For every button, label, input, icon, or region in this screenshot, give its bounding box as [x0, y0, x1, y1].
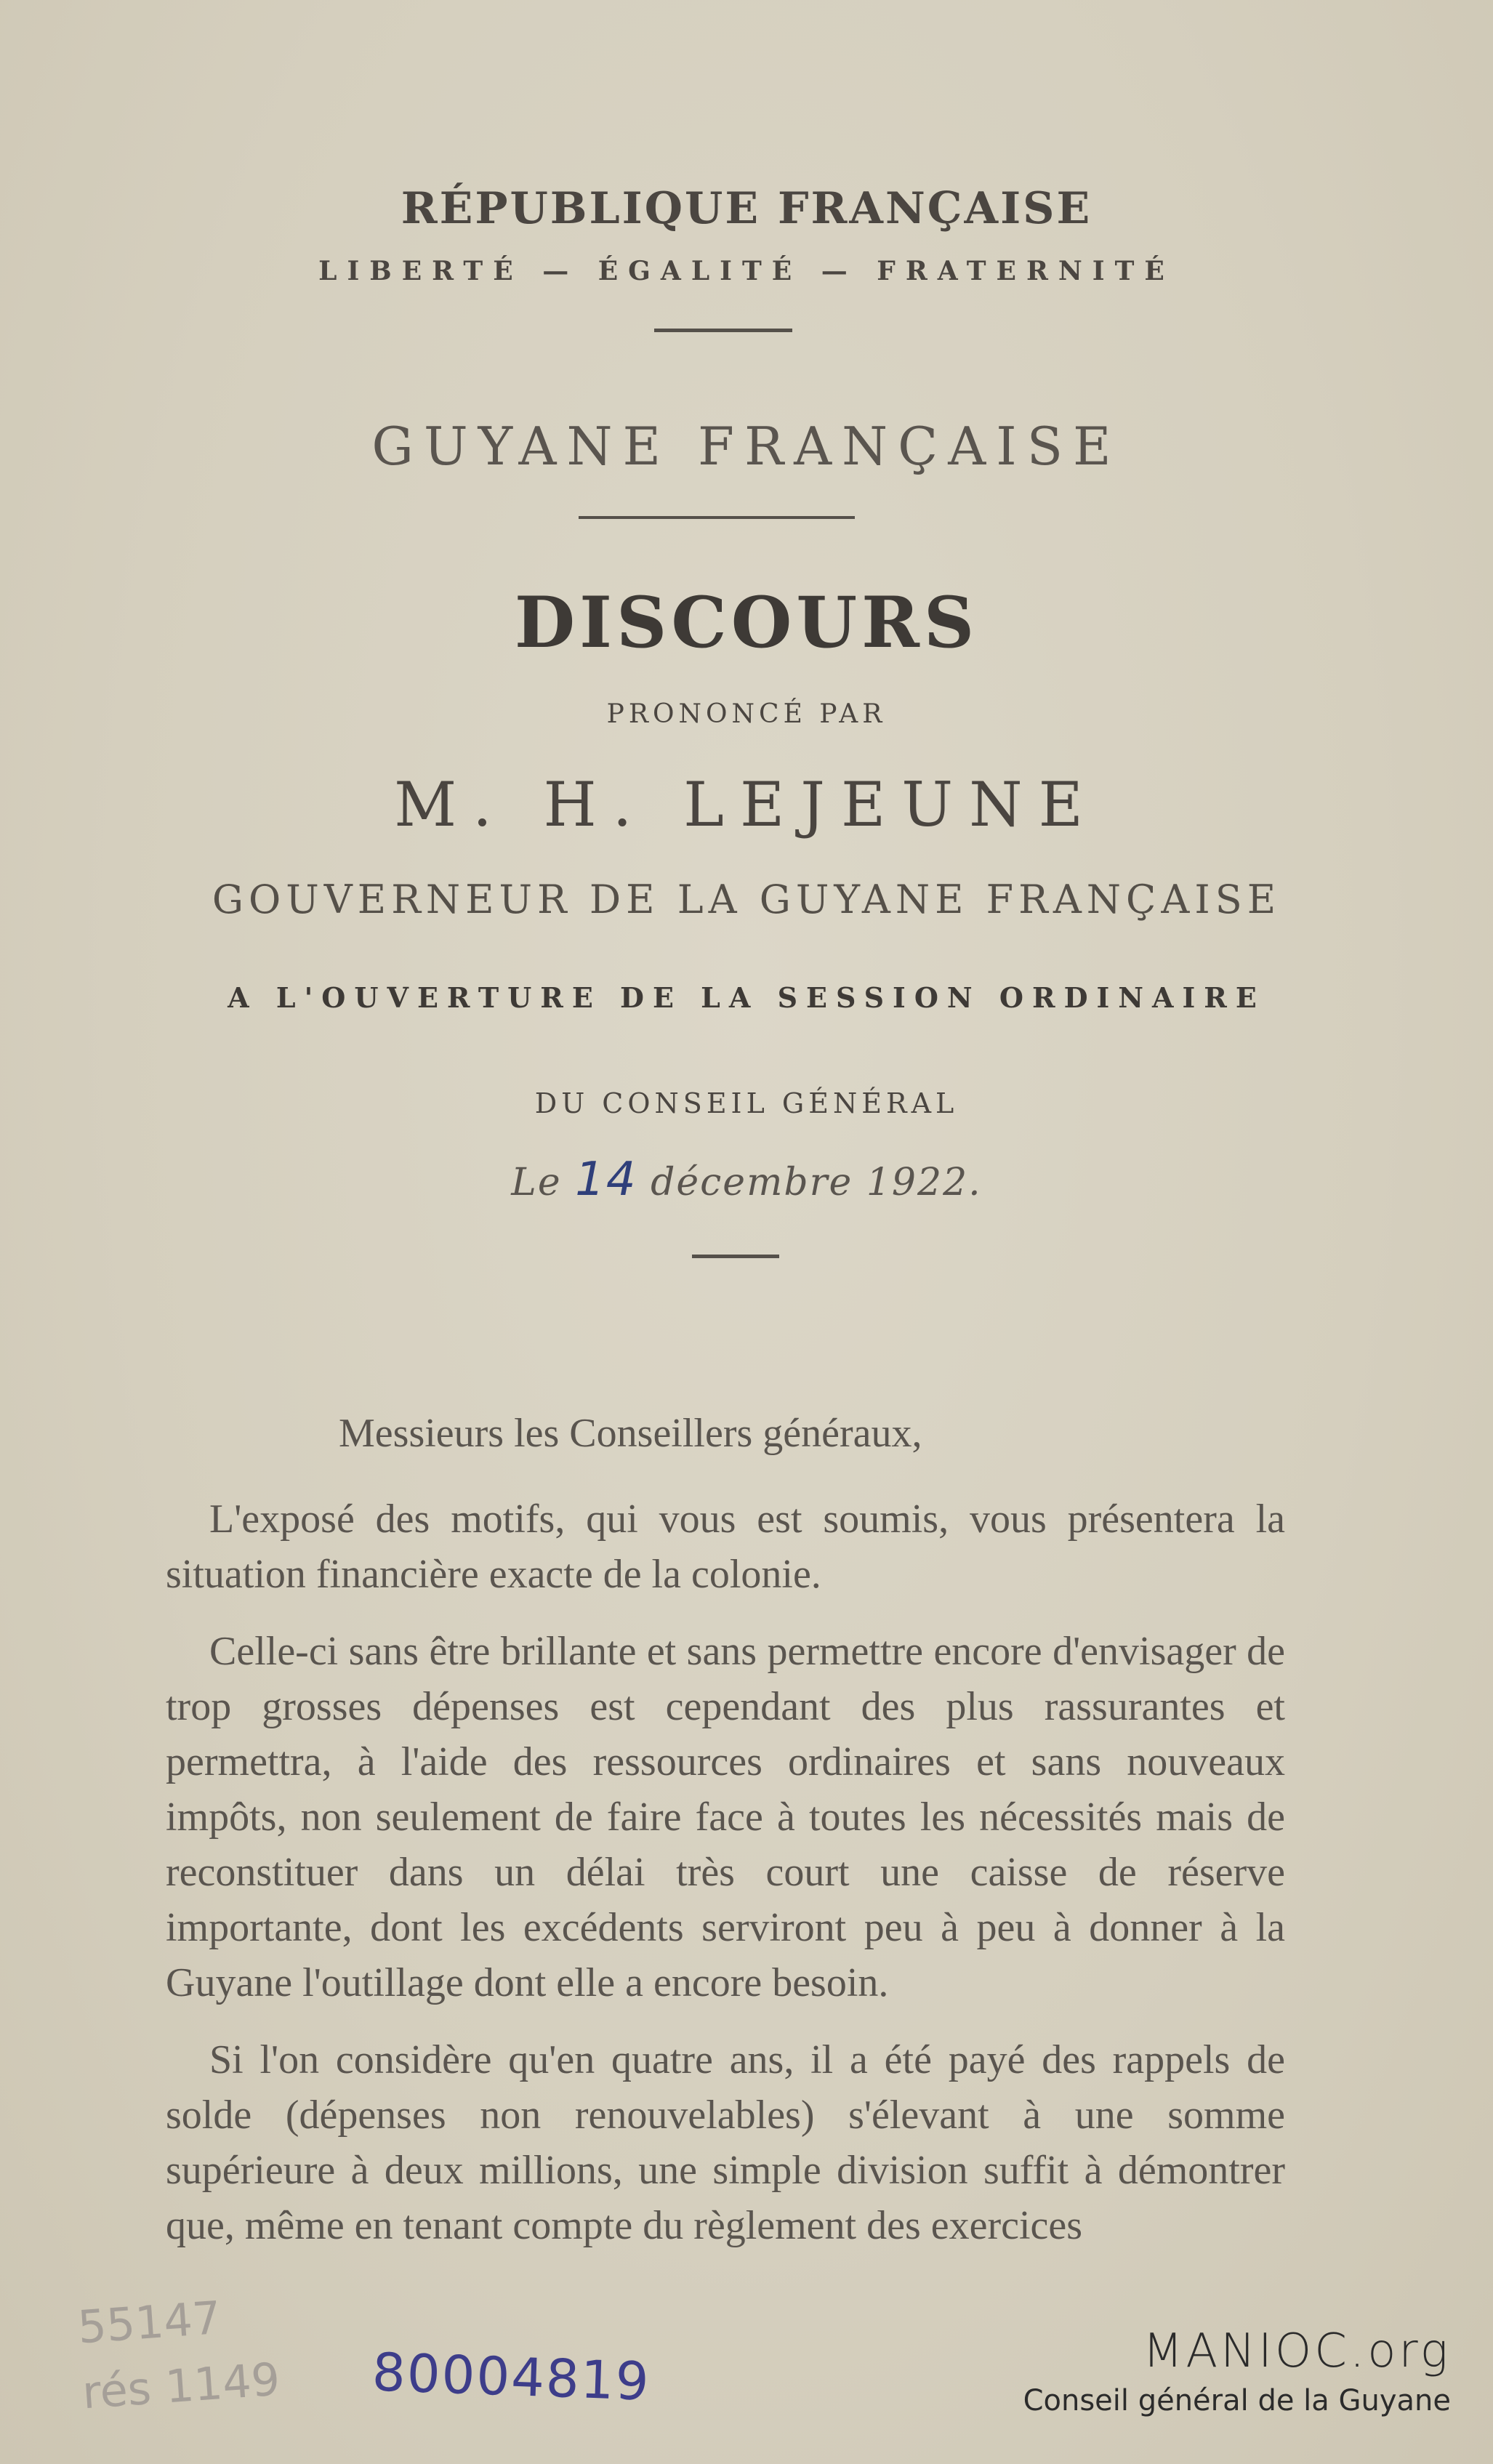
logo-name: MANIOC.org [1143, 2324, 1451, 2378]
manioc-logo [1023, 2324, 1451, 2417]
paragraph-2: Celle-ci sans être brillante et sans permettre encore d'envisager de trop grosses dépenses est cependant des plus rassurantes et permettra, à l'aide des ressources ordinaires et sans nouveaux impôts, non seulement de faire face à toutes les nécessités mais de reconstituer dans un délai très court une caisse de réserve importante, dont les excédents serviront peu à peu à donner à la Guyane l'outillage dont elle a encore besoin. [166, 1629, 1285, 2005]
pencil-note-2: rés 1149 [80, 2352, 282, 2420]
speech-body [166, 1491, 1285, 2275]
catalog-stamp: 80004819 [371, 2341, 651, 2412]
date-day-handwritten: 14 [575, 1153, 637, 1207]
date-prefix: Le [511, 1161, 562, 1204]
pronounced-by: PRONONCÉ PAR [606, 699, 887, 729]
assembly-line: DU CONSEIL GÉNÉRAL [534, 1087, 959, 1119]
pencil-note-1: 55147 [76, 2290, 223, 2354]
salutation: Messieurs les Conseillers généraux, [339, 1411, 922, 1456]
devise-line: LIBERTÉ — ÉGALITÉ — FRATERNITÉ [318, 256, 1175, 286]
divider-1 [654, 329, 792, 332]
speech-date [0, 1153, 1493, 1207]
speaker-name: M. H. LEJEUNE [394, 769, 1099, 840]
document-title: DISCOURS [514, 581, 979, 664]
territory-heading: GUYANE FRANÇAISE [371, 416, 1122, 477]
date-suffix: décembre 1922. [651, 1161, 982, 1204]
occasion-line: A L'OUVERTURE DE LA SESSION ORDINAIRE [228, 981, 1265, 1014]
logo-subtitle: Conseil général de la Guyane [1023, 2384, 1451, 2417]
republic-heading: RÉPUBLIQUE FRANÇAISE [401, 183, 1092, 234]
paragraph-3: Si l'on considère qu'en quatre ans, il a été payé des rappels de solde (dépenses non renouvelables) s'élevant à une somme supérieure à deux millions, une simple division suffit à démontrer que, même en tenant compte du règlement des exercices [166, 2037, 1285, 2248]
paragraph-1: L'exposé des motifs, qui vous est soumis, vous présentera la situation financière exacte de la colonie. [166, 1497, 1285, 1597]
divider-2 [579, 516, 855, 519]
divider-3 [692, 1255, 779, 1258]
pencil-annotations [76, 2282, 282, 2426]
speaker-role: GOUVERNEUR DE LA GUYANE FRANÇAISE [212, 877, 1281, 922]
